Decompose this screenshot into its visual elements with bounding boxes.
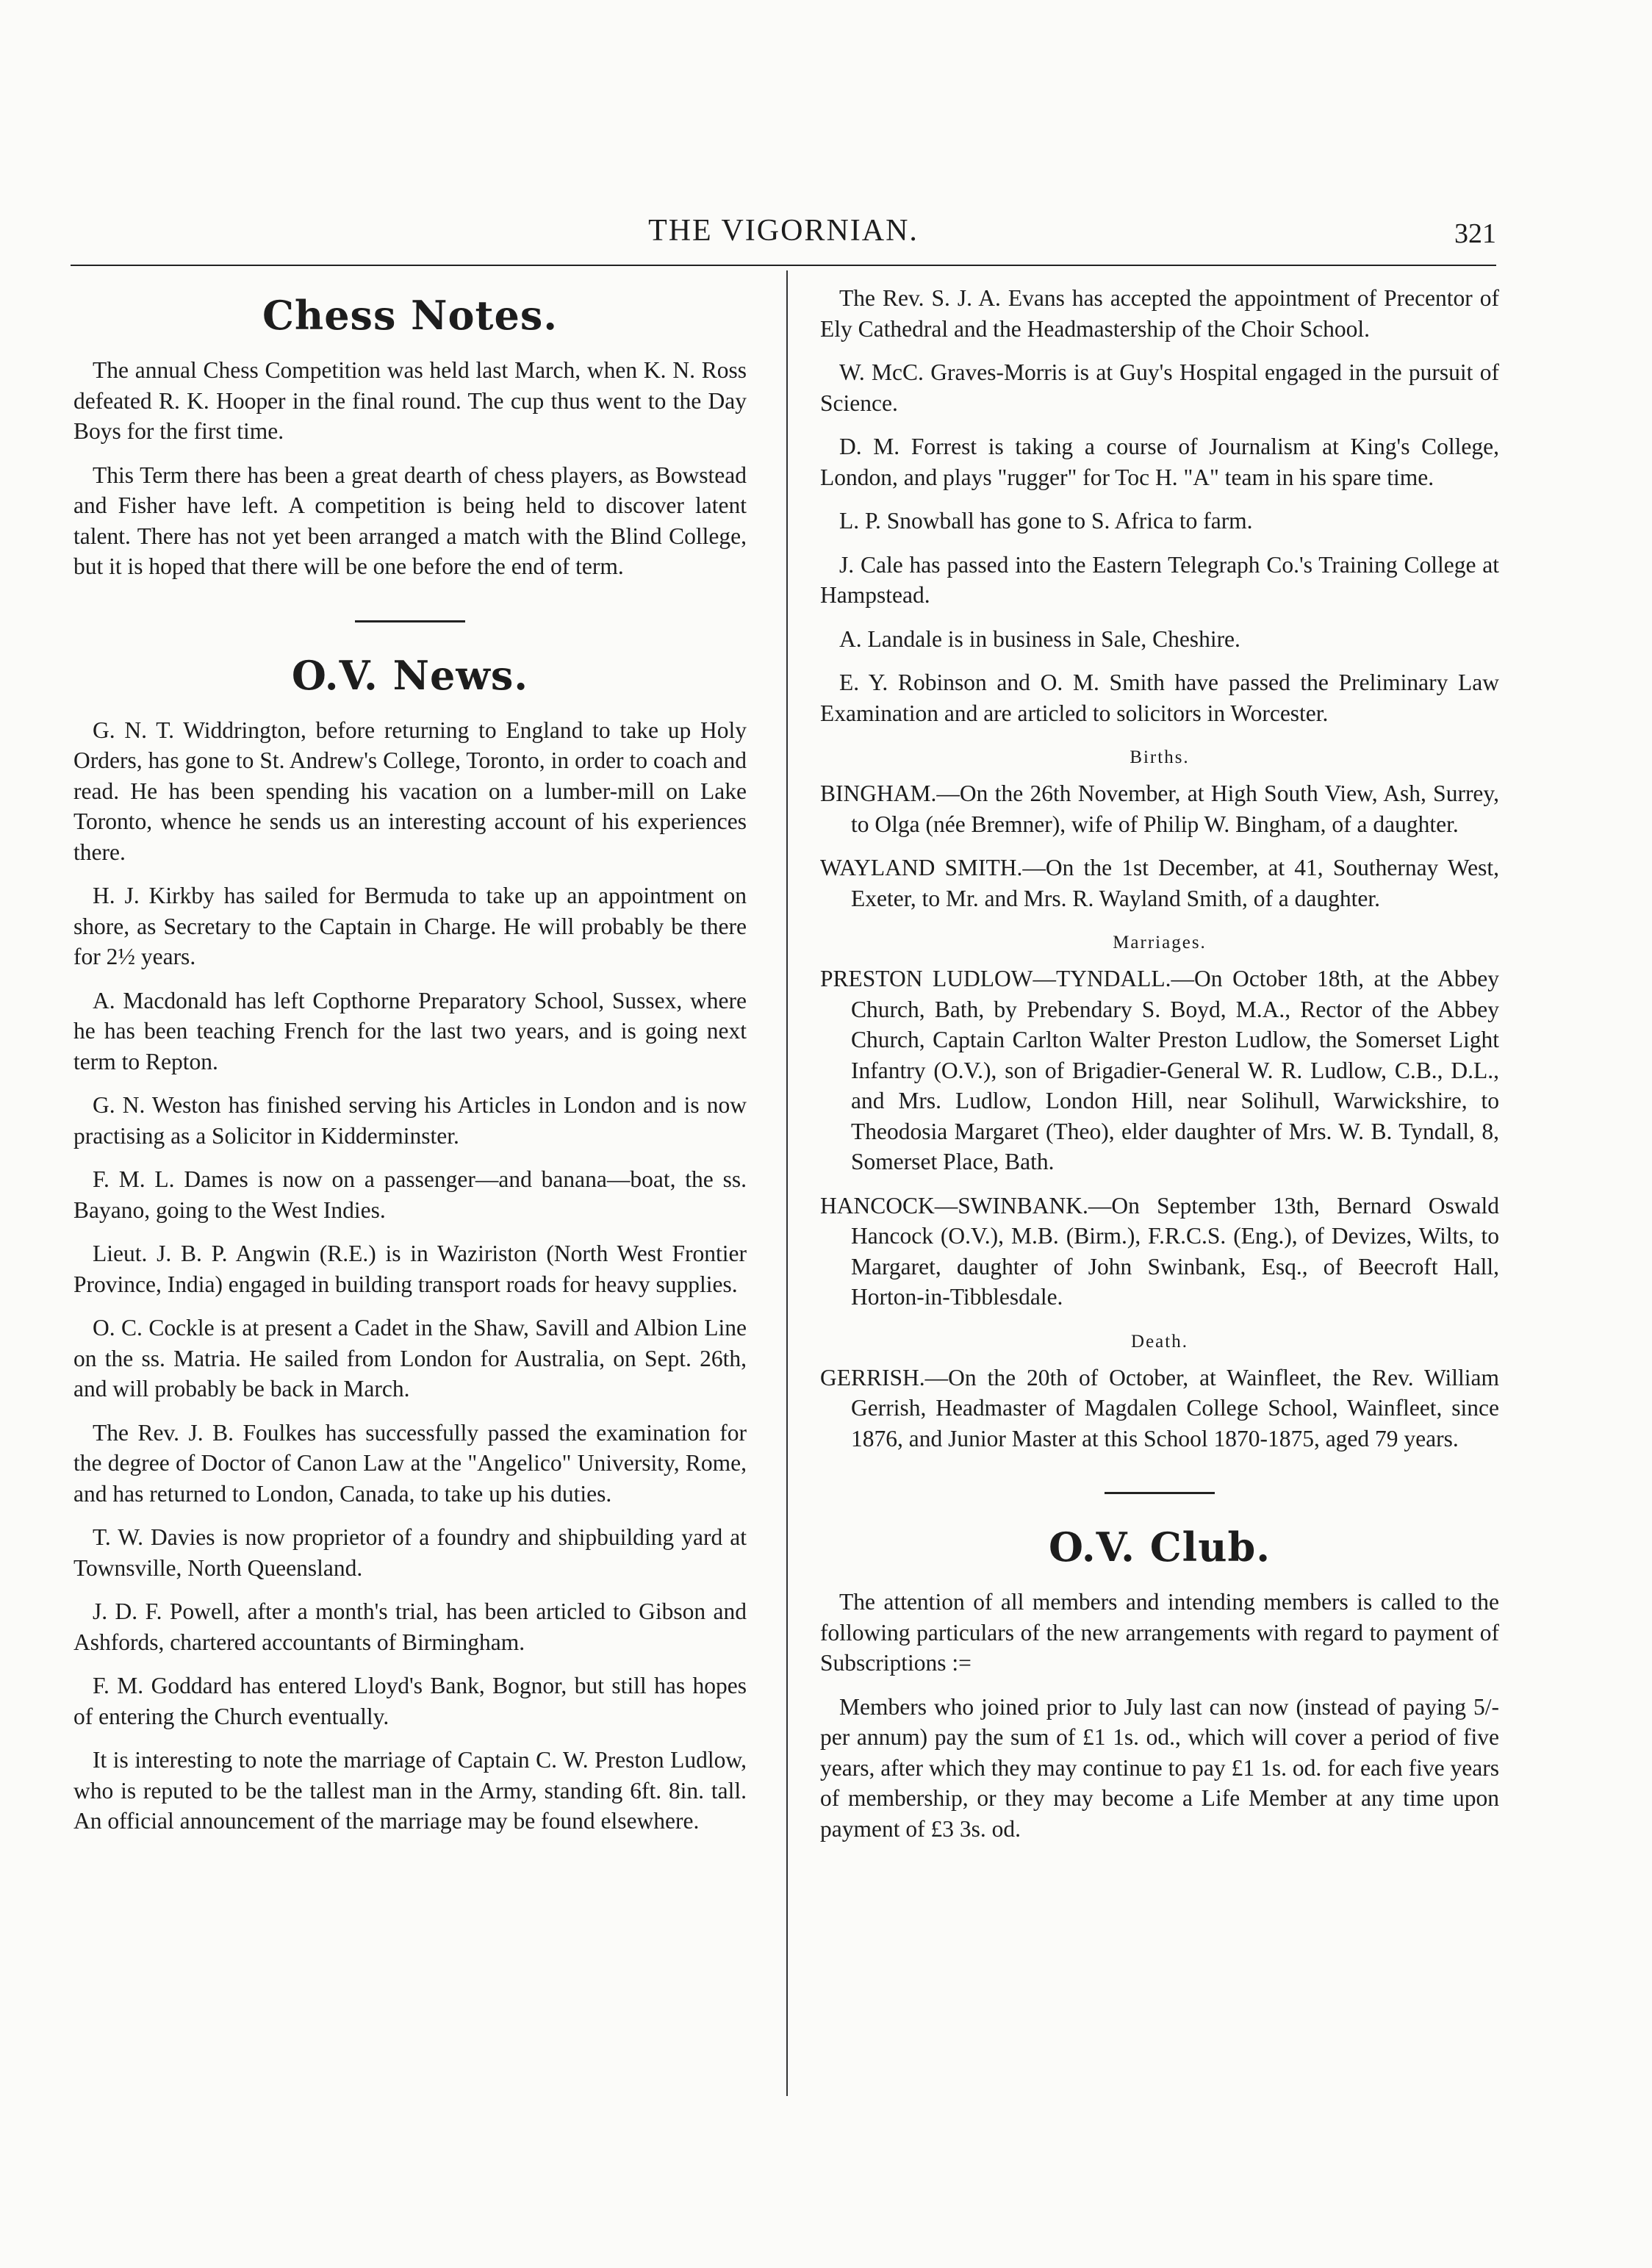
right-column <box>820 283 1499 1857</box>
news-item: Lieut. J. B. P. Angwin (R.E.) is in Waziriston (North West Frontier Province, India) engaged in building transport roads for heavy supplies. <box>73 1241 747 1297</box>
news-item: L. P. Snowball has gone to S. Africa to farm. <box>839 508 1253 534</box>
birth-notice: WAYLAND SMITH.—On the 1st December, at 41, Southernay West, Exeter, to Mr. and Mrs. R. Wayland Smith, of a daughter. <box>820 855 1499 911</box>
section-divider <box>355 620 465 622</box>
news-item: E. Y. Robinson and O. M. Smith have passed the Preliminary Law Examination and are articled to solicitors in Worcester. <box>820 670 1499 726</box>
births-heading: Births. <box>1130 747 1190 767</box>
ov-news-heading: O.V. News. <box>291 651 529 699</box>
news-item: J. D. F. Powell, after a month's trial, has been articled to Gibson and Ashfords, chartered accountants of Birmingham. <box>73 1598 747 1655</box>
chess-notes-heading: Chess Notes. <box>262 292 559 339</box>
news-item: O. C. Cockle is at present a Cadet in the Shaw, Savill and Albion Line on the ss. Matria. He sailed from London for Australia, on Sept. 26th, and will probably be back in March. <box>73 1315 747 1402</box>
news-item: J. Cale has passed into the Eastern Telegraph Co.'s Training College at Hampstead. <box>820 551 1499 608</box>
news-item: F. M. L. Dames is now on a passenger—and banana—boat, the ss. Bayano, going to the West Indies. <box>73 1166 747 1223</box>
news-item: H. J. Kirkby has sailed for Bermuda to take up an appointment on shore, as Secretary to the Captain in Charge. He will probably be there for 2½ years. <box>73 883 747 969</box>
running-title: THE VIGORNIAN. <box>648 214 919 248</box>
news-item: A. Landale is in business in Sale, Cheshire. <box>839 625 1240 652</box>
marriages-heading: Marriages. <box>1113 933 1207 952</box>
news-item: W. McC. Graves-Morris is at Guy's Hospital engaged in the pursuit of Science. <box>820 359 1499 416</box>
column-divider <box>786 270 788 2096</box>
news-item: F. M. Goddard has entered Lloyd's Bank, Bognor, but still has hopes of entering the Church eventually. <box>73 1673 747 1729</box>
death-notice: GERRISH.—On the 20th of October, at Wainfleet, the Rev. William Gerrish, Headmaster of Magdalen College School, Wainfleet, since 1876, and Junior Master at this School 1870-1875, aged 79 years. <box>820 1364 1499 1451</box>
marriage-notice: PRESTON LUDLOW—TYNDALL.—On October 18th, at the Abbey Church, Bath, by Prebendary S. Boyd, M.A., Rector of the Abbey Church, Captain Carlton Walter Preston Ludlow, the Somerset Light Infantry (O.V.), son of Brigadier-General W. R. Ludlow, C.B., D.L., and Mrs. Ludlow, London Hill, near Solihull, Warwickshire, to Theodosia Margaret (Theo), elder daughter of Mrs. W. B. Tyndall, 8, Somerset Place, Bath. <box>820 966 1499 1174</box>
club-paragraph: The attention of all members and intending members is called to the following particulars of the new arrangements with regard to payment of Subscriptions := <box>820 1589 1499 1676</box>
death-heading: Death. <box>1131 1331 1188 1352</box>
news-item: T. W. Davies is now proprietor of a foundry and shipbuilding yard at Townsville, North Queensland. <box>73 1524 747 1581</box>
news-item: A. Macdonald has left Copthorne Preparatory School, Sussex, where he has been teaching French for the last two years, and is going next term to Repton. <box>73 987 747 1074</box>
page-header <box>71 213 1496 266</box>
page-number: 321 <box>1454 218 1496 249</box>
news-item: It is interesting to note the marriage of Captain C. W. Preston Ludlow, who is reputed to be the tallest man in the Army, standing 6ft. 8in. tall. An official announcement of the marriage may be found elsewhere. <box>73 1747 747 1834</box>
chess-paragraph: The annual Chess Competition was held last March, when K. N. Ross defeated R. K. Hooper in the final round. The cup thus went to the Day Boys for the first time. <box>73 357 747 444</box>
club-paragraph: Members who joined prior to July last can now (instead of paying 5/- per annum) pay the sum of £1 1s. od., which will cover a period of five years, after which they may continue to pay £1 1s. od. for each five years of membership, or they may become a Life Member at any time upon payment of £3 3s. od. <box>820 1693 1499 1842</box>
news-item: G. N. Weston has finished serving his Articles in London and is now practising as a Solicitor in Kidderminster. <box>73 1092 747 1149</box>
marriage-notice: HANCOCK—SWINBANK.—On September 13th, Bernard Oswald Hancock (O.V.), M.B. (Birm.), F.R.C.S. (Eng.), of Devizes, Wilts, to Margaret, daughter of John Swinbank, Esq., of Beecroft Hall, Horton-in-Tibblesdale. <box>820 1192 1499 1310</box>
birth-notice: BINGHAM.—On the 26th November, at High South View, Ash, Surrey, to Olga (née Bremner), wife of Philip W. Bingham, of a daughter. <box>820 780 1499 837</box>
news-item: The Rev. S. J. A. Evans has accepted the appointment of Precentor of Ely Cathedral and the Headmastership of the Choir School. <box>820 285 1499 342</box>
section-divider <box>1105 1492 1215 1494</box>
news-item: G. N. T. Widdrington, before returning to England to take up Holy Orders, has gone to St. Andrew's College, Toronto, in order to coach and read. He has been spending his vacation on a lumber-mill on Lake Toronto, whence he sends us an interesting account of his experiences there. <box>73 717 747 865</box>
ov-club-heading: O.V. Club. <box>1048 1524 1271 1571</box>
news-item: D. M. Forrest is taking a course of Journalism at King's College, London, and plays "rugger" for Toc H. "A" team in his spare time. <box>820 434 1499 490</box>
left-column <box>73 283 747 1850</box>
news-item: The Rev. J. B. Foulkes has successfully passed the examination for the degree of Doctor of Canon Law at the "Angelico" University, Rome, and has returned to London, Canada, to take up his duties. <box>73 1419 747 1507</box>
chess-paragraph: This Term there has been a great dearth of chess players, as Bowstead and Fisher have left. A competition is being held to discover latent talent. There has not yet been arranged a match with the Blind College, but it is hoped that there will be one before the end of term. <box>73 462 747 579</box>
